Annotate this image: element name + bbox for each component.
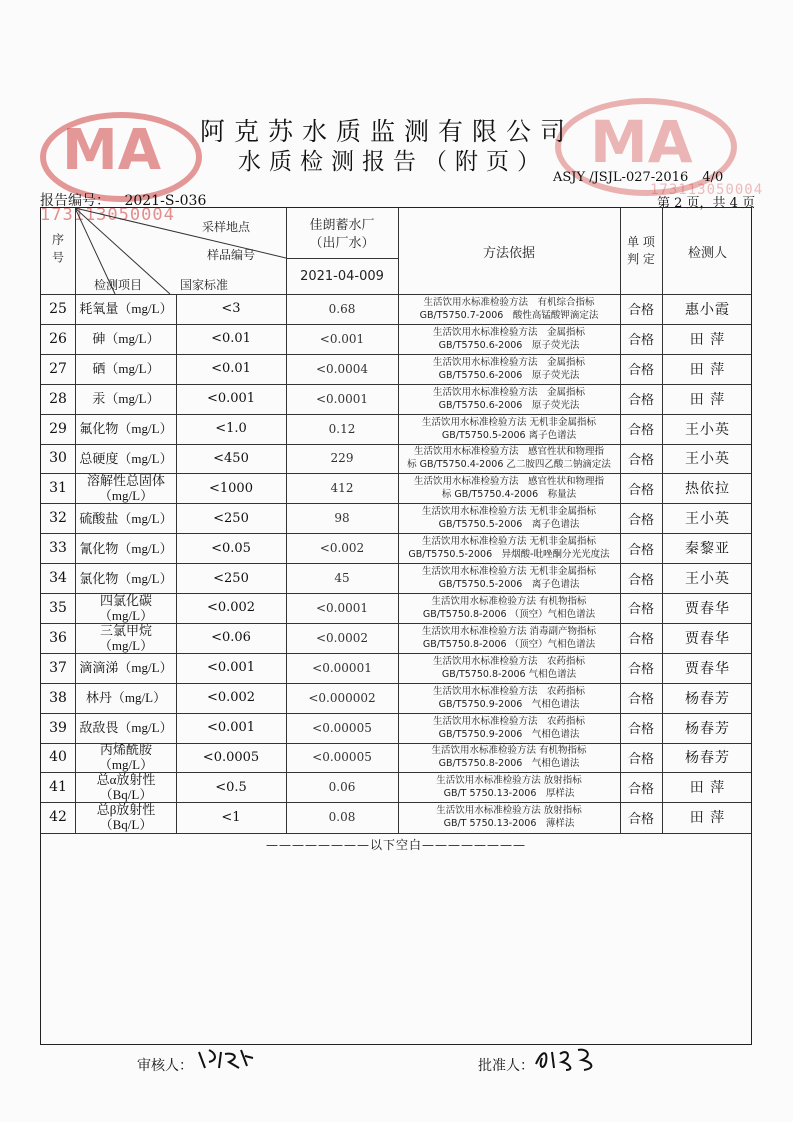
results-table (40, 207, 752, 1045)
row-method (398, 444, 620, 474)
row-test-item: 氟化物（mg/L） (79, 421, 173, 437)
row-method (398, 713, 620, 743)
row-number: 32 (49, 510, 67, 527)
ma-stamp-right-text: MA (590, 108, 693, 176)
row-number: 40 (49, 749, 67, 766)
row-method (398, 683, 620, 713)
row-tester: 杨春芳 (685, 720, 730, 737)
row-standard: <0.001 (206, 660, 256, 676)
row-number: 38 (49, 689, 67, 706)
row-test-item: 硫酸盐（mg/L） (79, 510, 173, 526)
header-split-line (286, 258, 398, 259)
row-standard: <0.06 (211, 630, 251, 646)
row-number: 37 (49, 659, 67, 676)
row-judgement: 合格 (627, 363, 654, 379)
row-judgement: 合格 (627, 662, 654, 678)
row-standard: <250 (213, 510, 249, 526)
row-standard: <0.5 (215, 779, 247, 795)
row-judgement: 合格 (627, 751, 654, 767)
row-method (398, 563, 620, 593)
row-tester: 秦黎亚 (685, 541, 730, 558)
row-method (398, 772, 620, 802)
row-tester: 王小英 (685, 571, 730, 588)
row-method-line1: 生活饮用水标准检验方法 无机非金属指标 (421, 536, 597, 548)
row-method (398, 533, 620, 563)
row-method-line2: GB/T 5750.13-2006 薄样法 (443, 818, 575, 830)
row-method (398, 503, 620, 533)
header-sample-no: 样品编号 (206, 247, 255, 262)
row-method-line2: 标 GB/T5750.4-2006 乙二胺四乙酸二钠滴定法 (407, 459, 611, 471)
row-method-line2: GB/T5750.6-2006 原子荧光法 (438, 369, 580, 381)
row-result: 0.06 (328, 780, 356, 795)
row-test-item: 硒（mg/L） (92, 361, 160, 377)
header-method: 方法依据 (482, 245, 535, 261)
row-method (398, 593, 620, 623)
row-standard: <3 (221, 301, 241, 317)
row-test-item: 敌敌畏（mg/L） (79, 720, 173, 736)
row-test-item: 溶解性总固体（mg/L） (86, 473, 165, 504)
row-standard: <0.002 (206, 600, 256, 616)
header-tester: 检测人 (687, 245, 727, 261)
row-result: <0.0002 (315, 630, 369, 645)
row-number: 28 (49, 390, 67, 407)
row-judgement: 合格 (627, 393, 654, 409)
row-method-line1: 生活饮用水标准检验方法 放射指标 (436, 775, 582, 787)
row-number: 33 (49, 540, 67, 557)
row-test-item: 林丹（mg/L） (85, 690, 167, 706)
row-method-line1: 生活饮用水标准检验方法 有机物指标 (431, 745, 587, 757)
row-judgement: 合格 (627, 452, 654, 468)
header-sample-no-value: 2021-04-009 (300, 268, 384, 284)
row-method-line2: 标 GB/T5750.4-2006 称量法 (441, 489, 577, 501)
row-test-item: 滴滴涕（mg/L） (79, 660, 173, 676)
row-method-line2: GB/T5750.8-2006 （顶空）气相色谱法 (422, 608, 596, 620)
row-judgement: 合格 (627, 602, 654, 618)
row-number: 25 (49, 300, 67, 317)
row-method-line2: GB/T5750.9-2006 气相色谱法 (438, 728, 580, 740)
row-divider (41, 683, 751, 684)
row-result: 229 (330, 451, 354, 466)
row-number: 26 (49, 330, 67, 347)
row-judgement: 合格 (627, 542, 654, 558)
row-method-line1: 生活饮用水标准检验方法 无机非金属指标 (421, 566, 597, 578)
row-test-item: 总α放射性（Bq/L） (96, 772, 156, 803)
row-number: 27 (49, 360, 67, 377)
row-method-line1: 生活饮用水标准检验方法 消毒副产物指标 (421, 625, 597, 637)
approver-signature (532, 1044, 602, 1074)
row-divider (41, 743, 751, 744)
row-number: 31 (49, 480, 67, 497)
row-tester: 王小英 (685, 511, 730, 528)
row-number: 36 (49, 629, 67, 646)
row-method-line2: GB/T5750.8-2006 （顶空）气相色谱法 (422, 638, 596, 650)
header-site-sub: （出厂水） (309, 235, 375, 251)
reviewer-label: 审核人： (137, 1058, 193, 1074)
blank-note: ————————以下空白———————— (265, 837, 526, 852)
row-standard: <0.0005 (202, 749, 260, 765)
row-test-item: 耗氧量（mg/L） (79, 301, 173, 317)
doc-version: 4/0 (702, 170, 724, 185)
row-result: <0.00001 (312, 660, 372, 675)
row-result: <0.0004 (315, 361, 369, 376)
approver-label: 批准人： (478, 1058, 534, 1074)
row-result: <0.0001 (315, 391, 369, 406)
row-number: 39 (49, 719, 67, 736)
row-tester: 田 萍 (689, 391, 726, 408)
row-standard: <0.002 (206, 690, 256, 706)
row-test-item: 总硬度（mg/L） (79, 450, 173, 466)
row-tester: 王小英 (685, 421, 730, 438)
row-test-item: 氰化物（mg/L） (79, 540, 173, 556)
row-test-item: 汞（mg/L） (92, 391, 160, 407)
row-judgement: 合格 (627, 423, 654, 439)
row-method-line1: 生活饮用水标准检验方法 无机非金属指标 (421, 416, 597, 428)
row-method-line1: 生活饮用水标准检验方法 农药指标 (432, 685, 585, 697)
row-result: 0.68 (328, 301, 356, 316)
row-method-line2: GB/T5750.5-2006 离子色谱法 (438, 519, 580, 531)
row-method-line1: 生活饮用水标准检验方法 感官性状和物理指 (413, 476, 604, 488)
row-method-line2: GB/T5750.6-2006 原子荧光法 (438, 339, 580, 351)
row-method-line2: GB/T5750.8-2006 气相色谱法 (438, 758, 580, 770)
header-seq: 序号 (50, 233, 65, 269)
row-method-line2: GB/T5750.6-2006 原子荧光法 (438, 399, 580, 411)
row-standard: <1000 (209, 480, 253, 496)
row-test-item: 丙烯酰胺（mg/L） (98, 742, 154, 773)
row-number: 30 (49, 450, 67, 467)
row-test-item: 砷（mg/L） (92, 331, 160, 347)
row-method (398, 384, 620, 414)
report-number-label: 报告编号： (40, 193, 110, 209)
row-method-line2: GB/T5750.7-2006 酸性高锰酸钾滴定法 (419, 309, 599, 321)
row-method-line1: 生活饮用水标准检验方法 感官性状和物理指 (413, 446, 604, 458)
stamp-number-right: 173113050004 (650, 182, 764, 198)
header-sample-site: 采样地点 (201, 219, 250, 234)
row-divider (41, 354, 751, 355)
row-method-line1: 生活饮用水标准检验方法 农药指标 (432, 655, 585, 667)
row-method-line2: GB/T5750.8-2006 气相色谱法 (441, 668, 577, 680)
row-divider (41, 563, 751, 564)
row-result: 0.12 (328, 421, 356, 436)
row-test-item: 氯化物（mg/L） (79, 570, 173, 586)
row-test-item: 三氯甲烷（mg/L） (98, 622, 154, 653)
row-tester: 贾春华 (685, 600, 730, 617)
row-method-line1: 生活饮用水标准检验方法 无机非金属指标 (421, 506, 597, 518)
row-judgement: 合格 (627, 512, 654, 528)
row-method (398, 354, 620, 384)
row-tester: 田 萍 (689, 331, 726, 348)
row-method-line2: GB/T5750.5-2006 异烟酸-吡唑酮分光光度法 (408, 549, 610, 561)
row-method-line1: 生活饮用水标准检验方法 放射指标 (436, 805, 582, 817)
row-divider (41, 713, 751, 714)
row-tester: 贾春华 (685, 630, 730, 647)
row-divider (41, 533, 751, 534)
row-divider (41, 503, 751, 504)
row-judgement: 合格 (627, 303, 654, 319)
row-tester: 田 萍 (689, 810, 726, 827)
row-method-line1: 生活饮用水标准检验方法 金属指标 (432, 386, 585, 398)
row-tester: 贾春华 (685, 660, 730, 677)
row-tester: 热依拉 (685, 481, 730, 498)
row-method (398, 294, 620, 324)
row-result: 45 (334, 571, 350, 586)
row-divider (41, 324, 751, 325)
row-method-line1: 生活饮用水标准检验方法 有机物指标 (431, 595, 587, 607)
row-standard: <0.01 (211, 331, 251, 347)
row-result: <0.001 (319, 331, 365, 346)
report-title: 水质检测报告（附页） (238, 149, 548, 175)
page-info: 第 2 页，共 4 页 (657, 196, 756, 211)
row-test-item: 四氯化碳（mg/L） (98, 592, 154, 623)
row-divider (41, 473, 751, 474)
header-site-value: 佳朗蓄水厂 (309, 217, 375, 233)
report-number-value: 2021-S-036 (124, 193, 207, 209)
row-result: <0.00005 (312, 720, 372, 735)
doc-code-text: ASJY /JSJL-027-2016 (553, 170, 689, 185)
row-judgement: 合格 (627, 811, 654, 827)
row-judgement: 合格 (627, 482, 654, 498)
stamp-number: 173113050004 (40, 205, 175, 225)
row-result: <0.000002 (308, 690, 376, 705)
row-method-line2: GB/T5750.5-2006 离子色谱法 (438, 579, 580, 591)
row-standard: <250 (213, 570, 249, 586)
row-divider (41, 802, 751, 803)
row-divider (41, 384, 751, 385)
row-test-item: 总β放射性（Bq/L） (96, 802, 156, 833)
row-method (398, 324, 620, 354)
row-method-line1: 生活饮用水标准检验方法 农药指标 (432, 715, 585, 727)
row-method-line1: 生活饮用水标准检验方法 有机综合指标 (423, 296, 595, 308)
row-method-line2: GB/T 5750.13-2006 厚样法 (443, 788, 575, 800)
row-result: <0.002 (319, 541, 365, 556)
row-judgement: 合格 (627, 692, 654, 708)
row-judgement: 合格 (627, 333, 654, 349)
row-divider (41, 593, 751, 594)
header-diagonals (75, 208, 286, 294)
row-tester: 田 萍 (689, 361, 726, 378)
row-number: 29 (49, 420, 67, 437)
row-tester: 田 萍 (689, 780, 726, 797)
row-tester: 王小英 (685, 451, 730, 468)
row-method (398, 414, 620, 444)
row-tester: 杨春芳 (685, 750, 730, 767)
row-number: 41 (49, 779, 67, 796)
row-method-line1: 生活饮用水标准检验方法 金属指标 (432, 356, 585, 368)
row-judgement: 合格 (627, 572, 654, 588)
row-judgement: 合格 (627, 632, 654, 648)
header-standard: 国家标准 (179, 277, 228, 292)
row-result: 0.08 (328, 810, 356, 825)
row-method (398, 623, 620, 653)
row-standard: <0.01 (211, 361, 251, 377)
row-divider (41, 772, 751, 773)
row-divider (41, 653, 751, 654)
row-method-line2: GB/T5750.5-2006 离子色谱法 (441, 429, 577, 441)
header-test-item: 检测项目 (93, 277, 142, 292)
row-judgement: 合格 (627, 781, 654, 797)
row-standard: <0.05 (211, 540, 251, 556)
row-standard: <1.0 (215, 421, 247, 437)
row-result: 98 (334, 511, 350, 526)
row-standard: <0.001 (206, 391, 256, 407)
row-method-line2: GB/T5750.9-2006 气相色谱法 (438, 698, 580, 710)
row-method (398, 473, 620, 503)
row-result: 412 (330, 481, 354, 496)
row-standard: <0.001 (206, 720, 256, 736)
row-number: 35 (49, 599, 67, 616)
row-result: <0.0001 (315, 600, 369, 615)
row-tester: 惠小霞 (685, 301, 730, 318)
row-method-line1: 生活饮用水标准检验方法 金属指标 (432, 326, 585, 338)
row-number: 42 (49, 809, 67, 826)
row-result: <0.00005 (312, 750, 372, 765)
row-judgement: 合格 (627, 722, 654, 738)
row-divider (41, 444, 751, 445)
reviewer-signature (195, 1046, 255, 1074)
row-method (398, 653, 620, 683)
row-divider (41, 623, 751, 624)
company-name: 阿克苏水质监测有限公司 (200, 117, 575, 146)
row-method (398, 802, 620, 832)
doc-code (553, 170, 723, 185)
row-standard: <1 (221, 809, 241, 825)
header-judge: 单 项 判 定 (627, 235, 655, 266)
row-method (398, 743, 620, 773)
row-number: 34 (49, 570, 67, 587)
row-tester: 杨春芳 (685, 690, 730, 707)
ma-stamp-left-text: MA (62, 118, 162, 183)
row-divider (41, 414, 751, 415)
row-standard: <450 (213, 450, 249, 466)
